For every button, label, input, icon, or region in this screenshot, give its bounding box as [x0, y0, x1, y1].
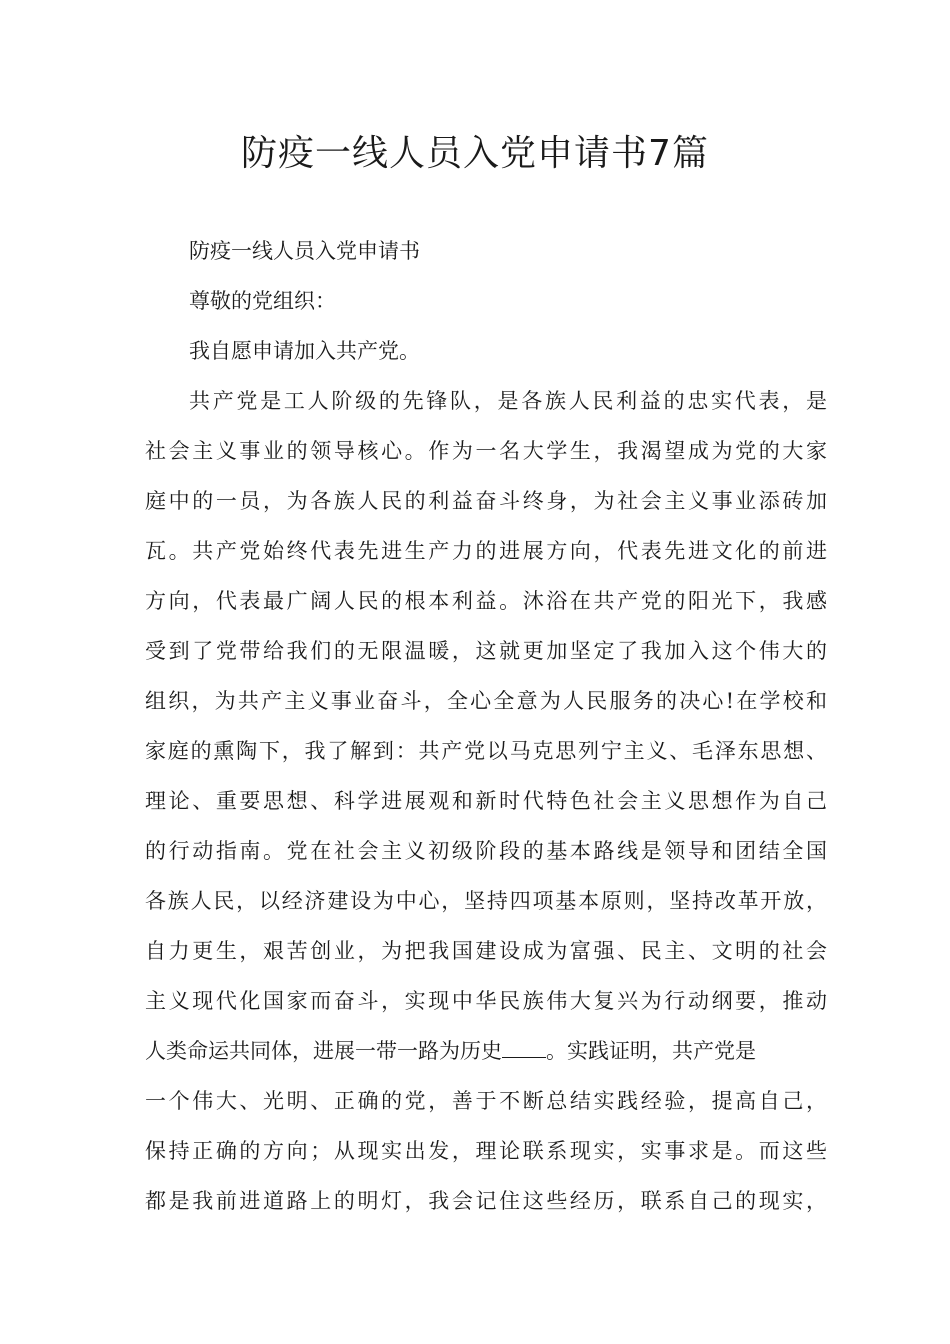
paragraph-line: 理论、重要思想、科学进展观和新时代特色社会主义思想作为自己 [145, 789, 827, 813]
document-title: 防疫一线人员入党申请书7篇 [241, 133, 709, 174]
paragraph-line-with-blank [145, 1026, 827, 1076]
paragraph-line: 主义现代化国家而奋斗，实现中华民族伟大复兴为行动纲要，推动 [145, 989, 827, 1013]
paragraph-line: 社会主义事业的领导核心。作为一名大学生，我渴望成为党的大家 [145, 439, 827, 463]
paragraph-line: 一个伟大、光明、正确的党，善于不断总结实践经验，提高自己， [145, 1089, 827, 1113]
document-body [145, 226, 827, 1226]
paragraph-line: 家庭的熏陶下，我了解到：共产党以马克思列宁主义、毛泽东思想、 [145, 739, 827, 763]
paragraph-line: 的行动指南。党在社会主义初级阶段的基本路线是领导和团结全国 [145, 839, 827, 863]
blank-line-after-text: 。实践证明，共产党是 [546, 1039, 756, 1063]
paragraph-line: 共产党是工人阶级的先锋队，是各族人民利益的忠实代表，是 [189, 389, 827, 413]
paragraph-line: 都是我前进道路上的明灯，我会记住这些经历，联系自己的现实， [145, 1189, 827, 1213]
paragraph-line: 瓦。共产党始终代表先进生产力的进展方向，代表先进文化的前进 [145, 539, 827, 563]
fill-in-blank [502, 1039, 546, 1058]
paragraph-line: 组织，为共产主义事业奋斗，全心全意为人民服务的决心!在学校和 [145, 689, 827, 713]
paragraph-line: 保持正确的方向；从现实出发，理论联系现实，实事求是。而这些 [145, 1139, 827, 1163]
paragraph-line: 方向，代表最广阔人民的根本利益。沐浴在共产党的阳光下，我感 [145, 589, 827, 613]
paragraph-line: 庭中的一员，为各族人民的利益奋斗终身，为社会主义事业添砖加 [145, 489, 827, 513]
blank-line-before-text: 人类命运共同体，进展一带一路为历史 [145, 1039, 502, 1063]
paragraph-line: 自力更生，艰苦创业，为把我国建设成为富强、民主、文明的社会 [145, 939, 827, 963]
paragraph-line: 受到了党带给我们的无限温暖，这就更加坚定了我加入这个伟大的 [145, 639, 827, 663]
paragraph-line: 各族人民，以经济建设为中心，坚持四项基本原则，坚持改革开放， [145, 889, 827, 913]
letter-salutation: 尊敬的党组织： [189, 289, 336, 313]
letter-opening: 我自愿申请加入共产党。 [189, 339, 420, 363]
letter-subtitle: 防疫一线人员入党申请书 [189, 239, 420, 263]
